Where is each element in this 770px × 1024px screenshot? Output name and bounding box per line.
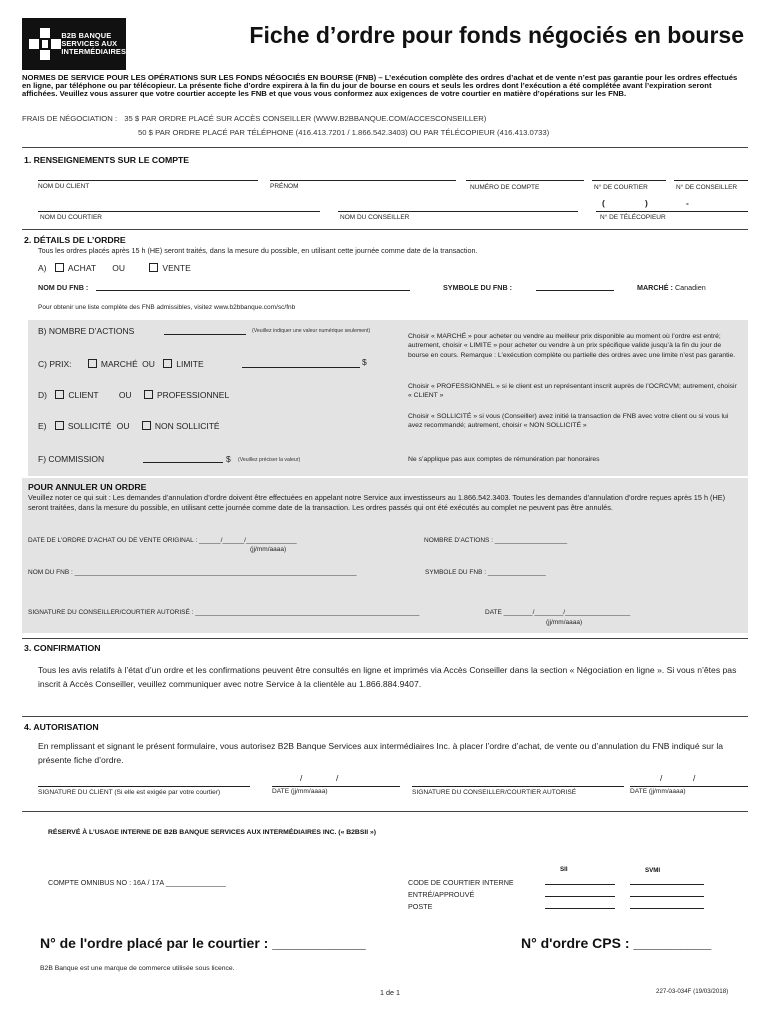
fnb-list-note: Pour obtenir une liste complète des FNB admissibles, visitez www.b2bbanque.com/sc/fnb <box>38 304 296 311</box>
page-number: 1 de 1 <box>380 988 400 997</box>
client-label: CLIENT <box>68 390 99 400</box>
fnb-symbol-field[interactable] <box>536 290 614 291</box>
pro-checkbox[interactable] <box>144 390 153 399</box>
date1-slash-b: / <box>336 773 339 783</box>
trademark-note: B2B Banque est une marque de commerce utilisée sous licence. <box>40 965 235 972</box>
section-3-heading: 3. CONFIRMATION <box>24 643 101 653</box>
fees-label: FRAIS DE NÉGOCIATION : <box>22 114 118 123</box>
shares-field[interactable] <box>164 334 246 335</box>
account-number-field[interactable] <box>466 180 584 181</box>
cancel-heading: POUR ANNULER UN ORDRE <box>28 482 147 492</box>
solicited-checkbox[interactable] <box>55 421 64 430</box>
authorization-text: En remplissant et signant le présent formulaire, vous autorisez B2B Banque Services aux intermédiaires Inc. à placer l’ordre d’achat, de vente ou d’annulation du FNB indiqué sur la présente fiche d’ordre. <box>38 741 724 765</box>
svmi-label: SVMI <box>645 867 661 874</box>
cancel-fnb-name[interactable]: NOM DU FNB : ______________________________________________________________________________ <box>28 569 357 576</box>
fax-area-open: ( <box>602 198 605 208</box>
client-type-row <box>38 390 229 400</box>
broker-name-field[interactable] <box>38 211 320 212</box>
advisor-no-field[interactable] <box>674 180 748 181</box>
shares-label: B) NOMBRE D’ACTIONS <box>38 326 135 336</box>
market-value: Canadien <box>674 283 706 292</box>
commission-field[interactable] <box>143 462 223 463</box>
svmi-code-field[interactable] <box>630 884 704 885</box>
client-date-field[interactable] <box>272 786 400 787</box>
fees-online: 35 $ PAR ORDRE PLACÉ SUR ACCÈS CONSEILLER (WWW.B2BBANQUE.COM/ACCESCONSEILLER) <box>124 114 487 123</box>
section-1-heading: 1. RENSEIGNEMENTS SUR LE COMPTE <box>24 155 190 165</box>
advisor-date-label: DATE (jj/mm/aaaa) <box>630 788 686 795</box>
fnb-name-label: NOM DU FNB : <box>38 283 89 292</box>
advisor-signature-label: SIGNATURE DU CONSEILLER/COURTIER AUTORISÉ <box>412 789 577 796</box>
solicited-label: SOLLICITÉ <box>67 421 112 431</box>
action-or: OU <box>112 263 126 273</box>
sell-label: VENTE <box>162 263 191 273</box>
client-type-or: OU <box>118 390 132 400</box>
entered-approved-label: ENTRÉ/APPROUVÉ <box>408 890 475 899</box>
internal-rule <box>22 811 748 812</box>
original-date-format: (jj/mm/aaaa) <box>250 546 287 553</box>
omnibus-account[interactable]: COMPTE OMNIBUS NO : 16A / 17A _______________ <box>48 878 226 887</box>
account-number-label: NUMÉRO DE COMPTE <box>470 184 540 191</box>
unsolicited-checkbox[interactable] <box>142 421 151 430</box>
limit-label: LIMITE <box>176 359 204 369</box>
logo-line-2: SERVICES AUX <box>61 38 118 48</box>
shares-hint: (Veuillez indiquer une valeur numérique seulement) <box>252 328 371 334</box>
price-label: C) PRIX: <box>38 359 72 369</box>
advisor-signature-field[interactable] <box>412 786 624 787</box>
service-standards-notice: NORMES DE SERVICE POUR LES OPÉRATIONS SUR LES FONDS NÉGOCIÉS EN BOURSE (FNB) – L’exécution complète des ordres d’achat et de vente n’est pas garantie pour les ordres effectués en ligne, par téléphone ou par télécopieur. La présente fiche d’ordre expirera à la fin du jour de bourse en cours et seuls les ordres dont l’exécution a été complétée avant l’expiration seront affichées. Veuillez vous assurer que votre courtier accepte les FNB et que vous vous conformez aux exigences de votre courtier en matière d’opérations sur les FNB. <box>22 73 738 99</box>
market-label: MARCHÉ : <box>637 283 673 292</box>
svmi-entered-field[interactable] <box>630 896 704 897</box>
client-type-letter: D) <box>38 390 47 400</box>
cancel-date[interactable]: DATE ________/________/__________________ <box>485 609 631 616</box>
buy-label: ACHAT <box>67 263 96 273</box>
limit-checkbox[interactable] <box>163 359 172 368</box>
svmi-posted-field[interactable] <box>630 908 704 909</box>
form-code: 227-03-034F (19/03/2018) <box>656 988 729 995</box>
limit-price-field[interactable] <box>242 367 360 368</box>
date2-slash-b: / <box>693 773 696 783</box>
cancel-signature[interactable]: SIGNATURE DU CONSEILLER/COURTIER AUTORISÉ : ______________________________________________________________ <box>28 609 420 616</box>
trading-fees <box>22 112 549 140</box>
sii-code-field[interactable] <box>545 884 615 885</box>
original-order-date[interactable]: DATE DE L’ORDRE D’ACHAT OU DE VENTE ORIGINAL : ______/______/______________ <box>28 537 297 544</box>
sell-checkbox[interactable] <box>149 263 158 272</box>
cancel-text: Veuillez noter ce qui suit : Les demandes d’annulation d’ordre doivent être effectuées en appelant notre Service aux investisseurs au 1.866.542.3403. Toutes les demandes d’annulation d’ordre reçues après 15 h (HE) seront traitées, dans la mesure du possible, en utilisant cette journée comme date de la transaction. Les ordres passés qui ont été exécutés au complet ne peuvent pas être annulés. <box>28 493 726 512</box>
sii-entered-field[interactable] <box>545 896 615 897</box>
solicitation-note: Choisir « SOLLICITÉ » si vous (Conseiller) avez initié la transaction de FNB avec votre client ou si vous lui avez recommandé; autrement, choisir « NON SOLLICITÉ » <box>408 413 729 430</box>
broker-order-number[interactable]: N° de l'ordre placé par le courtier : ____________ <box>40 935 366 951</box>
solicitation-row <box>38 421 220 431</box>
broker-name-label: NOM DU COURTIER <box>40 214 102 221</box>
date1-slash-a: / <box>300 773 303 783</box>
broker-no-label: N° DE COURTIER <box>594 184 648 191</box>
price-row <box>38 359 204 369</box>
price-note: Choisir « MARCHÉ » pour acheter ou vendre au meilleur prix disponible au moment où l’ordre est entré; autrement, choisir « LIMITE » pour acheter ou vendre à un prix spécifique valide jusqu’à la fin du jour de bourse en cours. Remarque : L’exécution complète ou partielle des ordres avec une limite n’est pas garantie. <box>408 333 736 359</box>
client-name-field[interactable] <box>38 180 258 181</box>
advisor-date-field[interactable] <box>630 786 748 787</box>
fnb-symbol-label: SYMBOLE DU FNB : <box>443 283 513 292</box>
b2b-logo <box>22 18 126 70</box>
client-signature-field[interactable] <box>38 786 250 787</box>
action-row <box>38 263 191 273</box>
logo-line-3: INTERMÉDIAIRES <box>61 47 126 57</box>
client-date-label: DATE (jj/mm/aaaa) <box>272 788 328 795</box>
commission-note: Ne s’applique pas aux comptes de rémunération par honoraires <box>408 456 600 463</box>
fax-no-label: N° DE TÉLÉCOPIEUR <box>600 214 666 221</box>
advisor-no-label: N° DE CONSEILLER <box>676 184 738 191</box>
client-type-note: Choisir « PROFESSIONNEL » si le client est un représentant inscrit auprès de l’OCRCVM; autrement, choisir « CLIENT » <box>408 383 737 400</box>
market-price-checkbox[interactable] <box>88 359 97 368</box>
first-name-field[interactable] <box>270 180 456 181</box>
section-3-rule <box>22 638 748 639</box>
fax-number-field[interactable] <box>596 211 748 212</box>
commission-dollar: $ <box>226 454 231 464</box>
cancel-fnb-symbol[interactable]: SYMBOLE DU FNB : ________________ <box>425 569 546 576</box>
buy-checkbox[interactable] <box>55 263 64 272</box>
fax-area-close: ) <box>645 198 648 208</box>
advisor-name-field[interactable] <box>338 211 578 212</box>
cps-order-number[interactable]: N° d'ordre CPS : __________ <box>521 935 712 951</box>
action-letter: A) <box>38 263 47 273</box>
internal-broker-code-label: CODE DE COURTIER INTERNE <box>408 878 514 887</box>
sii-posted-field[interactable] <box>545 908 615 909</box>
solicitation-letter: E) <box>38 421 47 431</box>
market-price-label: MARCHÉ <box>100 359 138 369</box>
date2-slash-a: / <box>660 773 663 783</box>
section-1-rule <box>22 147 748 148</box>
cancel-date-format: (jj/mm/aaaa) <box>546 619 583 626</box>
client-checkbox[interactable] <box>55 390 64 399</box>
page-title: Fiche d’ordre pour fonds négociés en bourse <box>249 22 744 48</box>
fnb-name-field[interactable] <box>96 290 410 291</box>
cancel-shares[interactable]: NOMBRE D’ACTIONS : ____________________ <box>424 537 568 544</box>
section-2-heading: 2. DÉTAILS DE L’ORDRE <box>24 235 126 245</box>
unsolicited-label: NON SOLLICITÉ <box>154 421 220 431</box>
advisor-name-label: NOM DU CONSEILLER <box>340 214 410 221</box>
price-or: OU <box>142 359 155 369</box>
broker-no-field[interactable] <box>592 180 666 181</box>
logo-text <box>61 32 126 57</box>
first-name-label: PRÉNOM <box>270 183 299 190</box>
posted-label: POSTE <box>408 902 433 911</box>
client-signature-label: SIGNATURE DU CLIENT (Si elle est exigée par votre courtier) <box>38 789 221 796</box>
solicitation-or: OU <box>116 421 130 431</box>
market-row <box>637 283 706 292</box>
pro-label: PROFESSIONNEL <box>156 390 230 400</box>
fax-dash: - <box>686 198 689 208</box>
section-4-heading: 4. AUTORISATION <box>24 722 99 732</box>
internal-heading: RÉSERVÉ À L’USAGE INTERNE DE B2B BANQUE SERVICES AUX INTERMÉDIAIRES INC. (« B2BSII ») <box>48 829 377 836</box>
sii-label: SII <box>560 866 568 873</box>
commission-label: F) COMMISSION <box>38 454 105 464</box>
cutoff-note: Tous les ordres placés après 15 h (HE) seront traités, dans la mesure du possible, en utilisant cette journée comme date de la transaction. <box>38 246 478 255</box>
section-2-rule <box>22 229 748 230</box>
limit-dollar: $ <box>362 357 367 367</box>
client-name-label: NOM DU CLIENT <box>38 183 90 190</box>
logo-mark-icon <box>27 26 57 62</box>
commission-hint: (Veuillez préciser la valeur) <box>238 457 301 463</box>
section-4-rule <box>22 716 748 717</box>
confirmation-text: Tous les avis relatifs à l’état d’un ordre et les confirmations peuvent être consultés en ligne et imprimés via Accès Conseiller dans la section « Négociation en ligne ». Si vous n’êtes pas inscrit à Accès Conseiller, veuillez communiquer avec notre Service à la clientèle au 1.866.884.9407. <box>38 665 737 689</box>
fees-phone: 50 $ PAR ORDRE PLACÉ PAR TÉLÉPHONE (416.413.7201 / 1.866.542.3403) OU PAR TÉLÉCOPIEUR (416.413.0733) <box>138 128 550 137</box>
logo-line-1: B2B BANQUE <box>61 30 112 40</box>
